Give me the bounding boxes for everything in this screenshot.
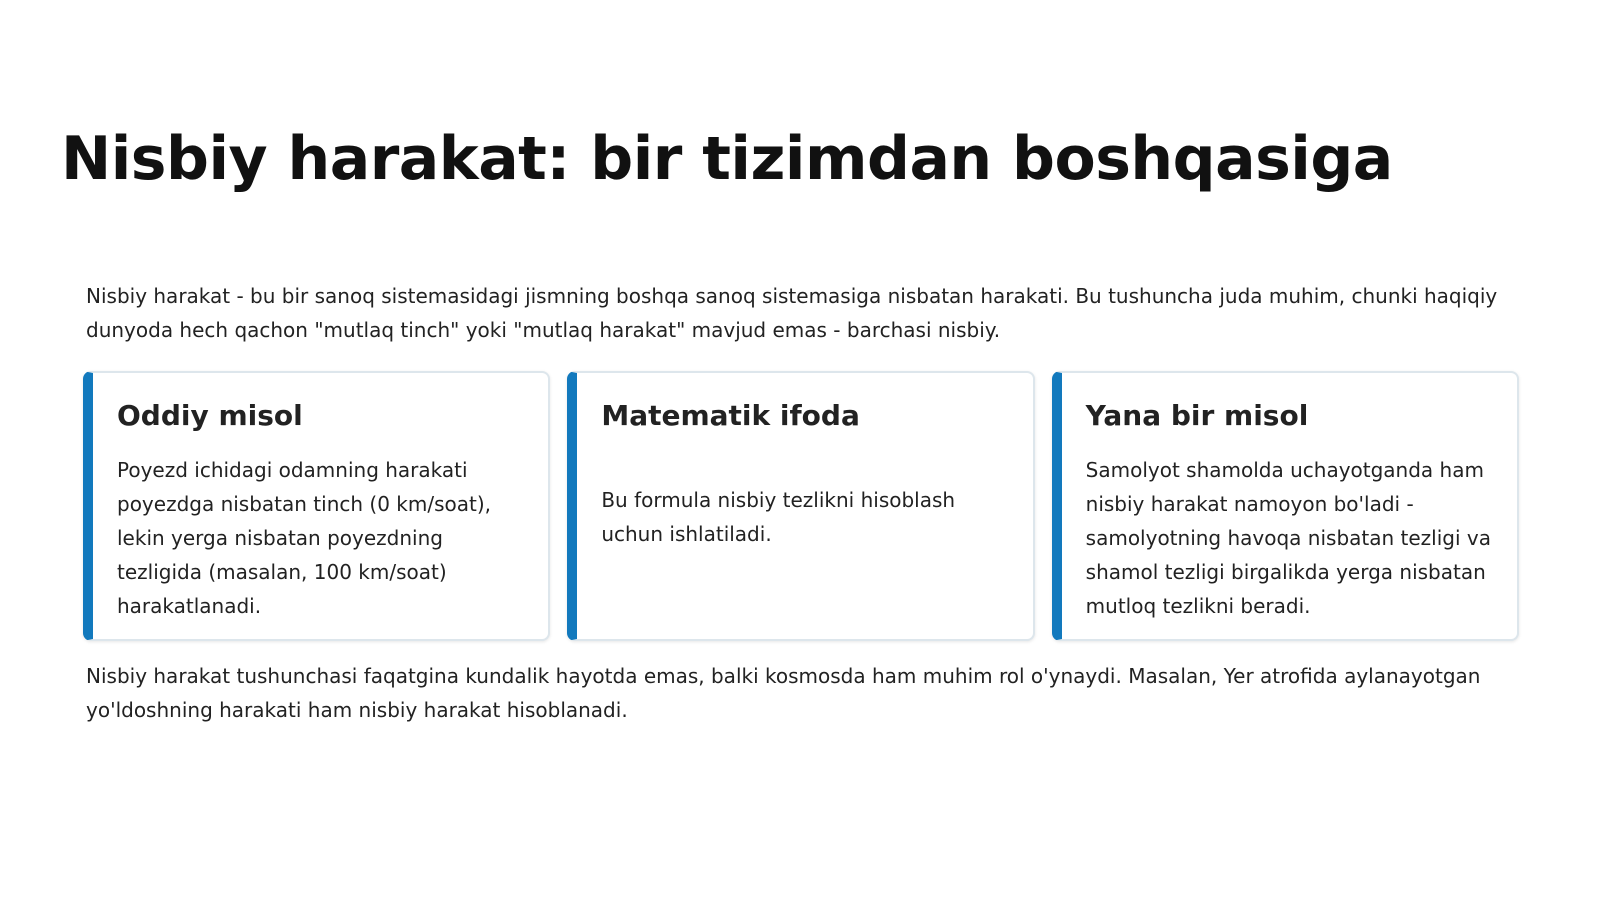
outro-paragraph: Nisbiy harakat tushunchasi faqatgina kundalik hayotda emas, balki kosmosda ham muhim rol o'ynaydi. Masalan, Yer atrofida aylanayotgan yo'ldoshning harakati ham nisbiy harakat hisoblanadi. [86, 664, 1481, 722]
card-row [83, 371, 1519, 643]
card-title: Matematik ifoda [601, 399, 860, 432]
card-text: Poyezd ichidagi odamning harakati poyezdga nisbatan tinch (0 km/soat), lekin yerga nisbatan poyezdning tezligida (masalan, 100 km/soat) harakatlanadi. [117, 458, 492, 618]
intro-paragraph: Nisbiy harakat - bu bir sanoq sistemasidagi jismning boshqa sanoq sistemasiga nisbatan harakati. Bu tushuncha juda muhim, chunki haqiqiy dunyoda hech qachon "mutlaq tinch" yoki "mutlaq harakat" mavjud emas - barchasi nisbiy. [86, 284, 1498, 342]
card-another-example [1052, 371, 1519, 641]
card-text: Samolyot shamolda uchayotganda ham nisbiy harakat namoyon bo'ladi - samolyotning havoqa nisbatan tezligi va shamol tezligi birgalikda yerga nisbatan mutloq tezlikni beradi. [1085, 458, 1491, 618]
card-math-expression [567, 371, 1034, 641]
card-title: Yana bir misol [1085, 399, 1309, 432]
card-simple-example [83, 371, 550, 641]
card-title: Oddiy misol [117, 399, 303, 432]
formula-placeholder [601, 453, 1012, 483]
card-text: Bu formula nisbiy tezlikni hisoblash uchun ishlatiladi. [601, 488, 956, 546]
slide-title: Nisbiy harakat: bir tizimdan boshqasiga [61, 124, 1393, 194]
